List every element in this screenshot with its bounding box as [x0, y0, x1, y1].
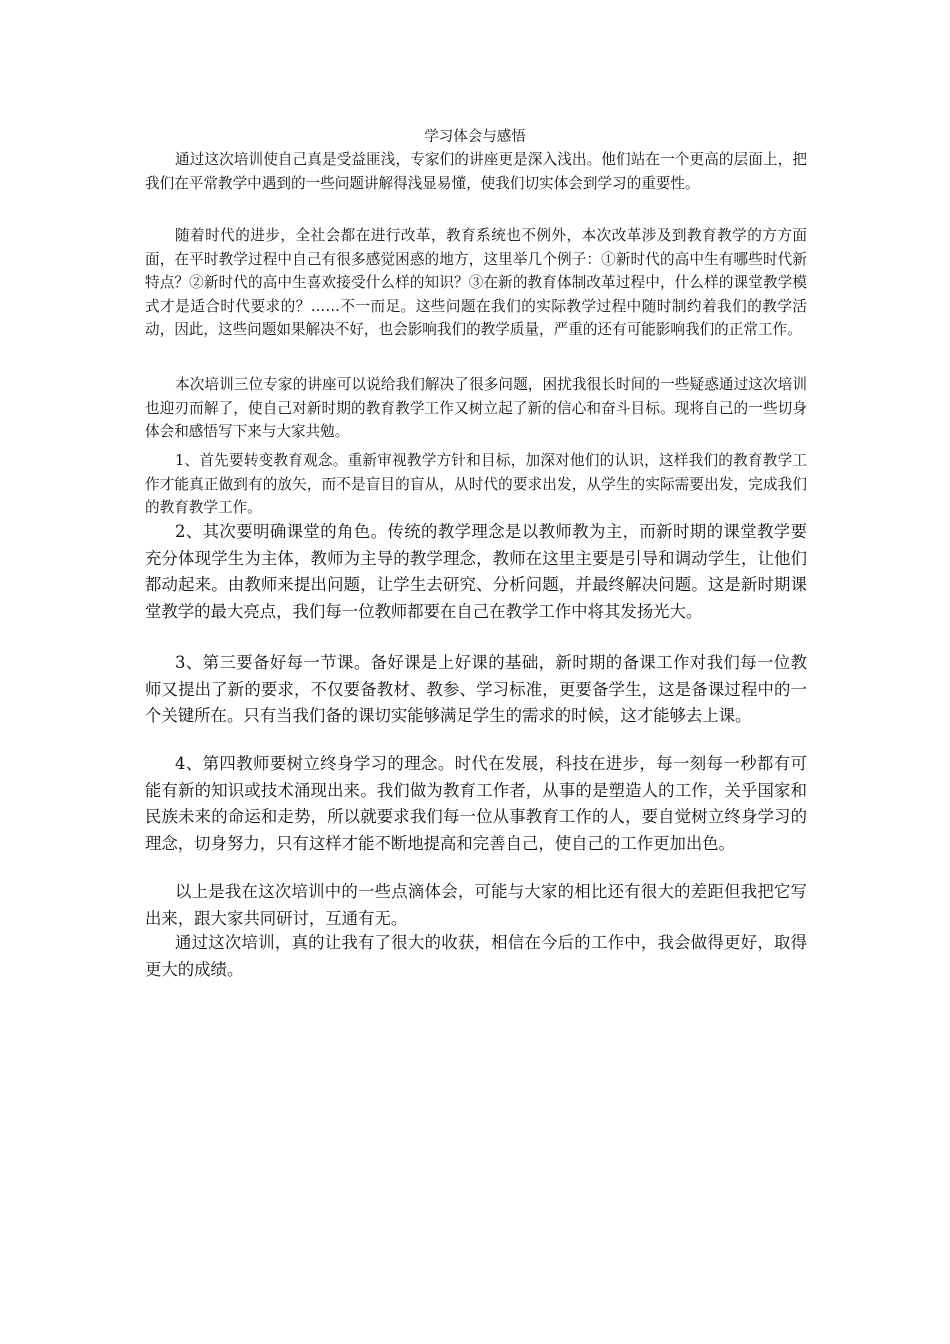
- paragraph-point-3: 3、第三要备好每一节课。备好课是上好课的基础，新时期的备课工作对我们每一位教师又提出了新的要求，不仅要备教材、教参、学习标准，更要备学生，这是备课过程中的一个关键所在。只有当我们备的课切实能够满足学生的需求的时候，这才能够去上课。: [145, 653, 807, 725]
- paragraph-point-1: 1、首先要转变教育观念。重新审视教学方针和目标，加深对他们的认识，这样我们的教育教学工作才能真正做到有的放矢，而不是盲目的盲从，从时代的要求出发，从学生的实际需要出发，完成我们的教育教学工作。: [145, 452, 807, 516]
- paragraph-summary: 以上是我在这次培训中的一些点滴体会，可能与大家的相比还有很大的差距但我把它写出来，跟大家共同研讨，互通有无。: [145, 882, 807, 928]
- paragraph-experts: 本次培训三位专家的讲座可以说给我们解决了很多问题，困扰我很长时间的一些疑惑通过这次培训也迎刃而解了，使自己对新时期的教育教学工作又树立起了新的信心和奋斗目标。现将自己的一些切身体会和感悟写下来与大家共勉。: [145, 376, 807, 440]
- paragraph-point-2: 2、其次要明确课堂的角色。传统的教学理念是以教师教为主，而新时期的课堂教学要充分体现学生为主体，教师为主导的教学理念，教师在这里主要是引导和调动学生，让他们都动起来。由教师来提出问题，让学生去研究、分析问题，并最终解决问题。这是新时期课堂教学的最大亮点，我们每一位教师都要在自己在教学工作中将其发扬光大。: [145, 522, 807, 621]
- paragraph-intro: 通过这次培训使自己真是受益匪浅，专家们的讲座更是深入浅出。他们站在一个更高的层面上，把我们在平常教学中遇到的一些问题讲解得浅显易懂，使我们切实体会到学习的重要性。: [145, 151, 807, 192]
- paragraph-context: 随着时代的进步，全社会都在进行改革，教育系统也不例外，本次改革涉及到教育教学的方方面面，在平时教学过程中自己有很多感觉困惑的地方，这里举几个例子：①新时代的高中生有哪些时代新特点？②新时代的高中生喜欢接受什么样的知识？③在新的教育体制改革过程中，什么样的课堂教学模式才是适合时代要求的？……不一而足。这些问题在我们的实际教学过程中随时制约着我们的教学活动，因此，这些问题如果解决不好，也会影响我们的教学质量，严重的还有可能影响我们的正常工作。: [145, 227, 807, 338]
- paragraph-point-4: 4、第四教师要树立终身学习的理念。时代在发展，科技在进步，每一刻每一秒都有可能有新的知识或技术涌现出来。我们做为教育工作者，从事的是塑造人的工作，关乎国家和民族未来的命运和走势，所以就要求我们每一位从事教育工作的人，要自觉树立终身学习的理念，切身努力，只有这样才能不断地提高和完善自己，使自己的工作更加出色。: [145, 754, 807, 853]
- document-title: 学习体会与感悟: [424, 129, 526, 145]
- paragraph-closing: 通过这次培训，真的让我有了很大的收获，相信在今后的工作中，我会做得更好，取得更大的成绩。: [145, 933, 807, 979]
